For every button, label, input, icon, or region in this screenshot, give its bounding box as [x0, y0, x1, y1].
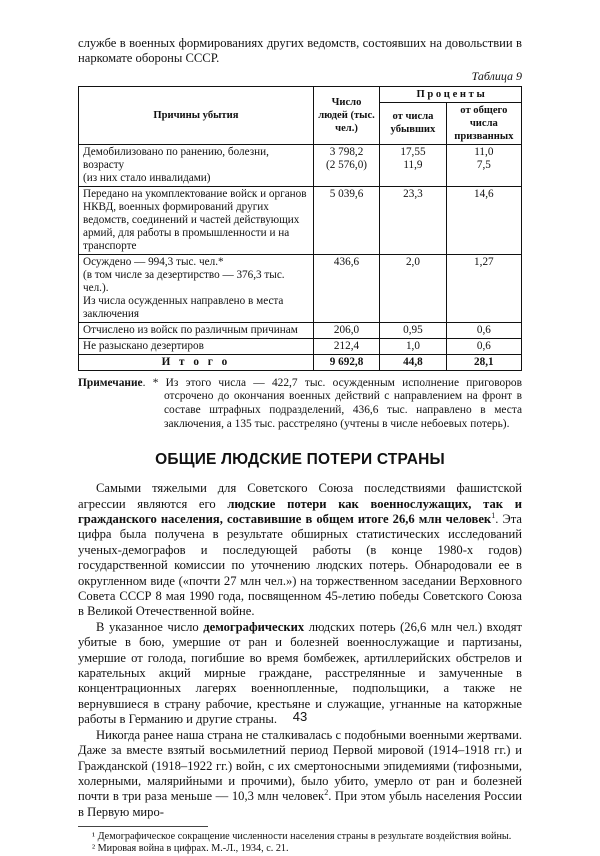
- table-body: [79, 144, 522, 370]
- note-label: Примечание: [78, 376, 143, 389]
- losses-table: [78, 86, 522, 371]
- cell-reason: Осуждено — 994,3 тыс. чел.* (в том числе за дезертирство — 376,3 тыс. чел.). Из числа осужденных направлено в места заключения: [79, 254, 314, 322]
- paragraph-2-bold: демографических: [203, 619, 305, 634]
- table-label: Таблица 9: [471, 68, 522, 83]
- footnote-2: ² Мировая война в цифрах. М.-Л., 1934, с. 21.: [92, 843, 289, 855]
- paragraph-1-rest: . Эта цифра была получена в результате обширных статистических исследований ученых-демографов и последующей работы (в конце 1980-х годов) государственной комиссии по уточнению людских потерь. Обнародовали ее в округленном виде («почти 27 млн чел.») на торжественном заседании Верховного Совета СССР 8 мая 1990 года, посвященном 45-летию победы Советского Союза в Великой Отечественной войне.: [78, 512, 522, 619]
- intro-text: службе в военных формированиях других ведомств, состоявших на довольствии в наркомате обороны СССР.: [78, 36, 522, 66]
- cell-total-pct-losses: 44,8: [380, 354, 446, 370]
- paragraph-2-lead: В указанное число: [96, 619, 204, 634]
- table-row: [79, 186, 522, 254]
- cell-count: 206,0: [313, 322, 379, 338]
- cell-pct-losses: 17,55 11,9: [380, 144, 446, 186]
- cell-count: 3 798,2 (2 576,0): [313, 144, 379, 186]
- header-percent-group: П р о ц е н т ы: [380, 86, 522, 102]
- paragraph-2-rest: людских потерь (26,6 млн чел.) входят убитые в бою, умершие от ран и болезней военнослужащие и партизаны, умершие от голода, погибшие во время бомбежек, артиллерийских обстрелов и карательных акций мирные граждане, расстрелянные и замученные в концентрационных лагерях военнопленные, подпольщики, а также не вернувшиеся в страну рабочие, крестьяне и служащие, угнанные на каторжные работы в Германию и другие страны.: [78, 619, 522, 727]
- paragraph-3: [78, 728, 522, 820]
- table-total-row: [79, 354, 522, 370]
- cell-pct-losses: 2,0: [380, 254, 446, 322]
- cell-pct-called: 14,6: [446, 186, 521, 254]
- table-row: [79, 322, 522, 338]
- footnote-1: ¹ Демографическое сокращение численности населения страны в результате воздействия войны.: [92, 831, 512, 843]
- cell-total-label: И т о г о: [79, 354, 314, 370]
- cell-reason: Отчислено из войск по различным причинам: [79, 322, 314, 338]
- cell-count: 5 039,6: [313, 186, 379, 254]
- table-row: [79, 144, 522, 186]
- footnote-ref-2: 2: [324, 788, 329, 798]
- cell-pct-called: 0,6: [446, 338, 521, 354]
- cell-pct-called: 0,6: [446, 322, 521, 338]
- header-pct-called: от общего числа призванных: [446, 102, 521, 144]
- cell-pct-called: 11,0 7,5: [446, 144, 521, 186]
- note-text: . * Из этого числа — 422,7 тыс. осужденным исполнение приговоров отсрочено до окончания военных действий с направлением на фронт в составе штрафных подразделений, 436,6 тыс. направлено в места заключения, а 135 тыс. расстреляно (учтены в числе небоевых потерь).: [142, 376, 522, 430]
- header-count: Число людей (тыс. чел.): [313, 86, 379, 144]
- cell-pct-losses: 23,3: [380, 186, 446, 254]
- cell-pct-called: 1,27: [446, 254, 521, 322]
- table-row: [79, 254, 522, 322]
- cell-reason: Демобилизовано по ранению, болезни, возрасту (из них стало инвалидами): [79, 144, 314, 186]
- cell-count: 212,4: [313, 338, 379, 354]
- paragraph-1-lead: Самыми тяжелыми для Советского Союза последствиями фашистской агрессии являются его: [78, 481, 522, 511]
- footnote-ref-1: 1: [491, 510, 496, 520]
- table-row: [79, 338, 522, 354]
- paragraph-1-bold: людские потери как военнослужащих, так и гражданского населения, составившие в общем итоге 26,6 млн человек: [78, 496, 522, 526]
- cell-pct-losses: 1,0: [380, 338, 446, 354]
- paragraph-1: [78, 481, 522, 620]
- cell-reason: Не разыскано дезертиров: [79, 338, 314, 354]
- cell-reason: Передано на укомплектование войск и органов НКВД, военных формирований других ведомств, соединений и частей действующих армий, для работы в промышленности и на транспорте: [79, 186, 314, 254]
- header-pct-losses: от числа убывших: [380, 102, 446, 144]
- header-reason: Причины убытия: [79, 86, 314, 144]
- table-note: [78, 377, 522, 431]
- cell-pct-losses: 0,95: [380, 322, 446, 338]
- page-number: 43: [292, 709, 308, 724]
- footnote-divider: [78, 826, 208, 827]
- paragraph-3-text: Никогда ранее наша страна не сталкивалась с подобными военными жертвами. Даже за вместе взятый восьмилетний период Первой мировой (1914–1918 гг.) и Гражданской (1918–1922 гг.) войн, с их смертоносными эпидемиями (тифозными, холерными, малярийными и прочими), было убито, умерло от ран и болезней почти в три раза меньше — 10,3 млн человек: [78, 727, 522, 804]
- section-title: ОБЩИЕ ЛЮДСКИЕ ПОТЕРИ СТРАНЫ: [155, 451, 445, 469]
- cell-total-pct-called: 28,1: [446, 354, 521, 370]
- cell-count: 436,6: [313, 254, 379, 322]
- cell-total-count: 9 692,8: [313, 354, 379, 370]
- paragraph-3-rest: . При этом убыль населения России в Первую миро-: [78, 789, 523, 819]
